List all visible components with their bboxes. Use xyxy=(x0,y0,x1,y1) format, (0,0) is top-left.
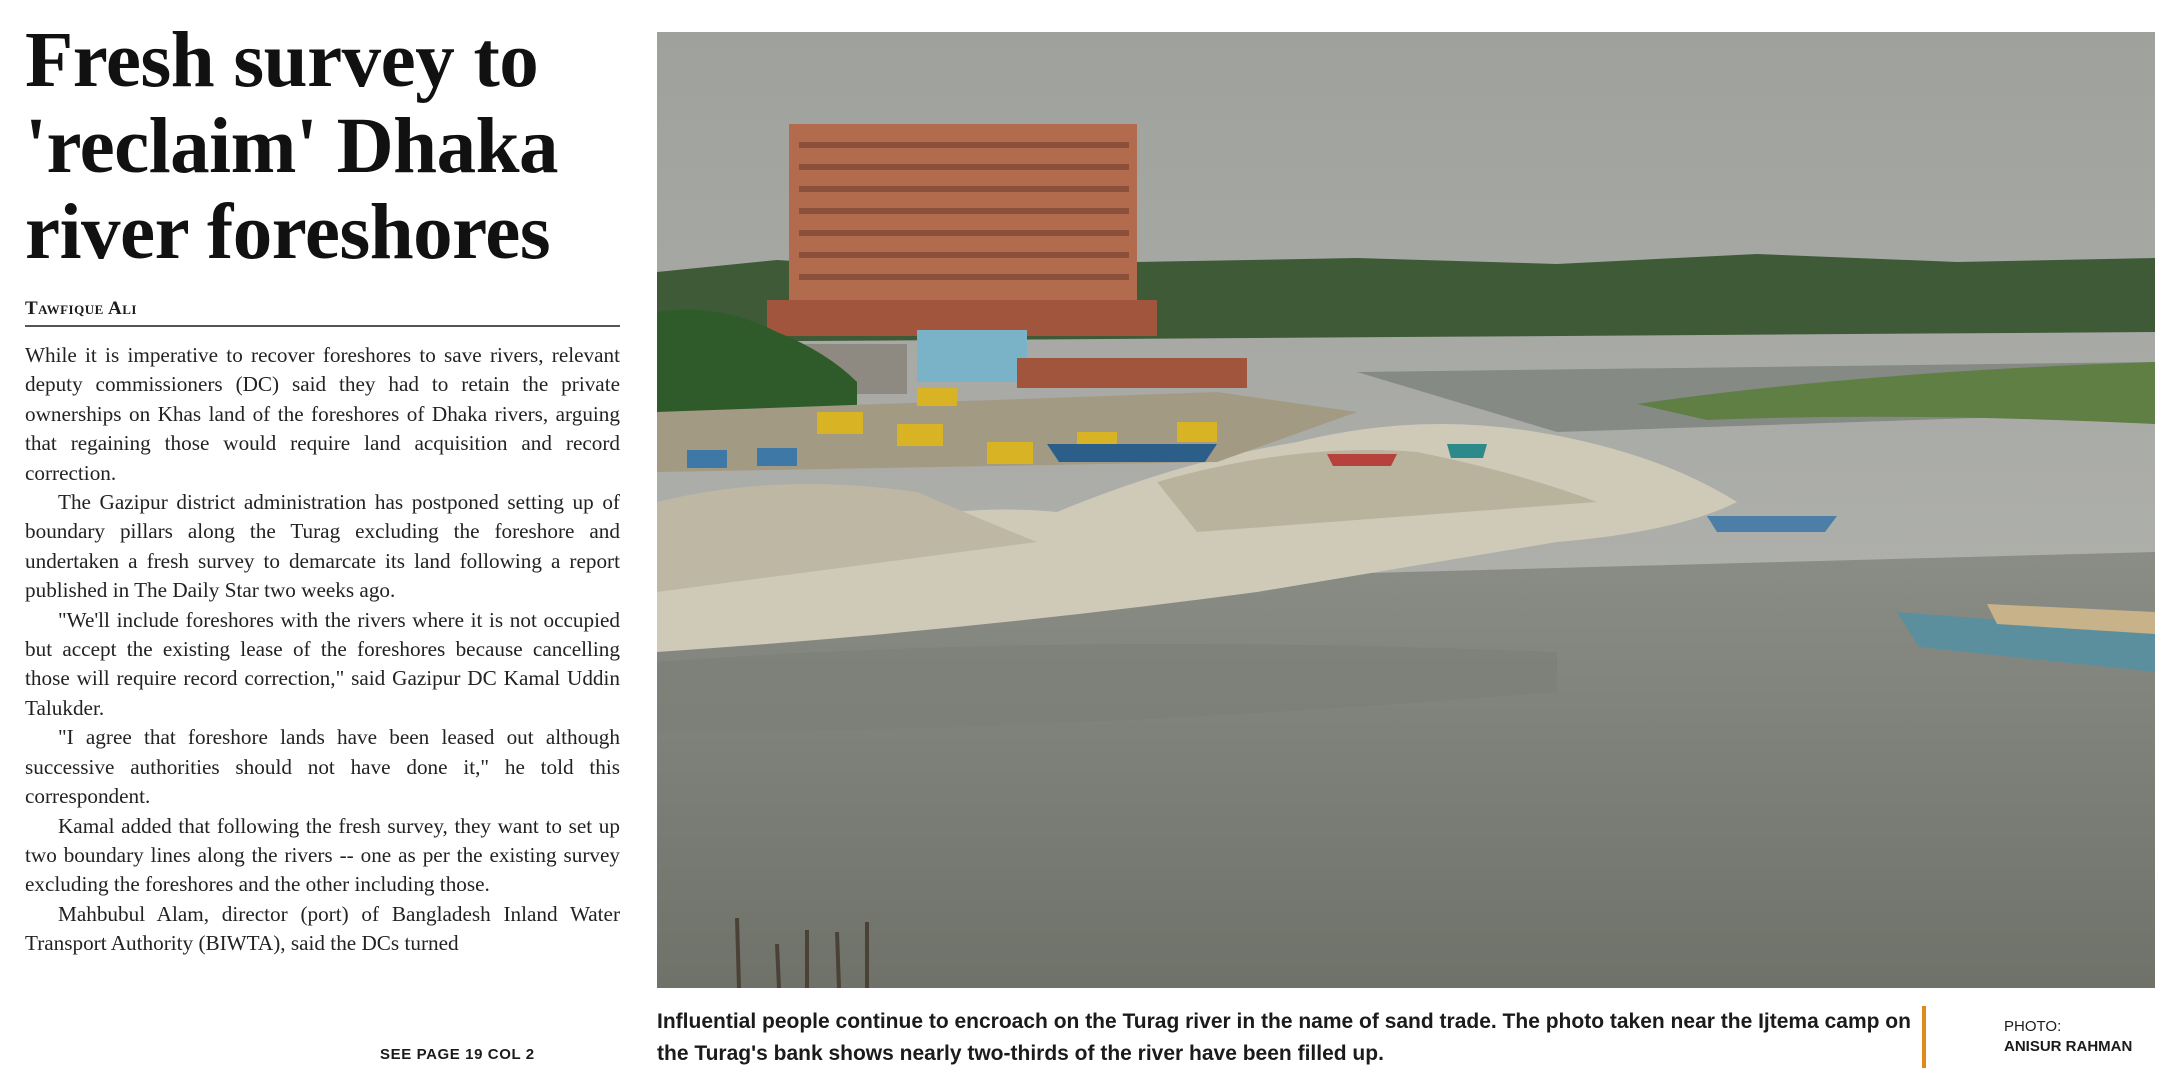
article-column xyxy=(25,18,620,959)
paragraph-5: Kamal added that following the fresh survey, they want to set up two boundary lines along the rivers -- one as per the existing survey excluding the foreshores and the other including those. xyxy=(25,813,620,897)
headline-line-1: Fresh survey to xyxy=(25,17,539,104)
paragraph-4: "I agree that foreshore lands have been leased out although successive authorities should not have done it," he told this correspondent. xyxy=(25,725,620,809)
photo-credit-name: ANISUR RAHMAN xyxy=(2004,1038,2133,1055)
photo-credit-label: PHOTO: xyxy=(2004,1018,2062,1035)
news-photo xyxy=(657,32,2155,988)
paragraph-6: Mahbubul Alam, director (port) of Bangladesh Inland Water Transport Authority (BIWTA), said the DCs turned xyxy=(25,901,620,956)
caption-divider xyxy=(1922,1006,1926,1068)
headline-line-2: 'reclaim' Dhaka xyxy=(25,103,559,190)
headline-line-3: river foreshores xyxy=(25,189,551,276)
article-body xyxy=(25,341,620,959)
paragraph-3: "We'll include foreshores with the rivers where it is not occupied but accept the existing lease of the foreshores because cancelling those will require record correction," said Gazipur DC Kamal Uddin Talukder. xyxy=(25,607,620,720)
photo-caption: Influential people continue to encroach on the Turag river in the name of sand trade. The photo taken near the Ijtema camp on the Turag's bank shows nearly two-thirds of the river have been filled up. xyxy=(657,1010,1911,1065)
byline: Tawfique Ali xyxy=(25,298,620,327)
headline xyxy=(25,18,620,276)
paragraph-1: While it is imperative to recover foreshores to save rivers, relevant deputy commissioners (DC) said they had to retain the private ownerships on Khas land of the foreshores of Dhaka rivers, arguing that regaining those would require land acquisition and record correction. xyxy=(25,343,620,485)
paragraph-2: The Gazipur district administration has postponed setting up of boundary pillars along the Turag excluding the foreshore and undertaken a fresh survey to demarcate its land following a report published in The Daily Star two weeks ago. xyxy=(25,490,620,603)
continued-jump-line[interactable]: SEE PAGE 19 COL 2 xyxy=(380,1046,535,1063)
photo-illustration xyxy=(657,32,2155,988)
photo-credit xyxy=(2004,1017,2132,1057)
